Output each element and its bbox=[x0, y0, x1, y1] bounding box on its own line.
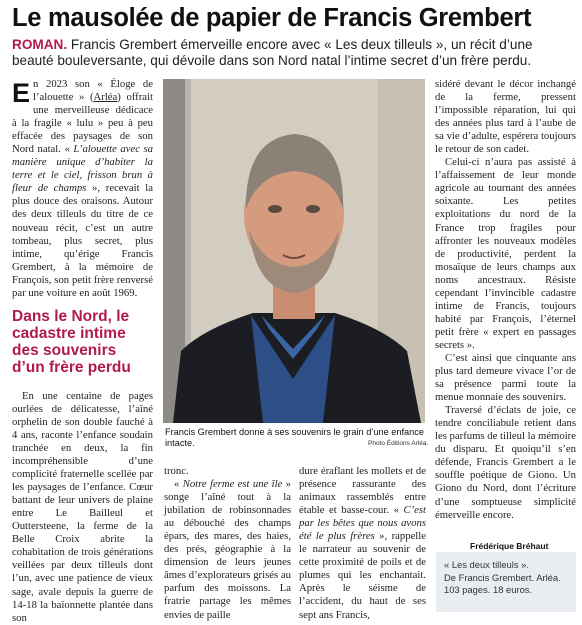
publisher-name: Arléa bbox=[93, 91, 118, 104]
drop-cap: E bbox=[12, 78, 31, 108]
body-paragraph-4 bbox=[299, 465, 426, 622]
ile-quote: Notre ferme est une île bbox=[182, 478, 283, 491]
author-photo bbox=[163, 79, 425, 423]
photo-credit: Photo Éditions Arléa. bbox=[368, 440, 429, 447]
body-paragraph-5: sidéré devant le décor inchangé de la ferme, pressent l’impossible réparation, lui qui des années plus tard à l’aube de sa vie d’adulte, espérera toujours le retour de son cadet. bbox=[435, 78, 576, 156]
body-paragraph-7: C’est ainsi que cinquante ans plus tard demeure vivace l’or de sa présence parmi toute la menue monnaie des souvenirs. bbox=[435, 351, 576, 404]
intro-text-b: ) offrait une merveilleuse dédicace à la fragile « lulu » peu à peu effacée des paysages de son Nord natal. « bbox=[12, 91, 153, 156]
body-paragraph-1: En une centaine de pages ourlées de délicatesse, l’aîné orphelin de son double fauché à 4 ans, raconte l’enfance soudain tranchée en deux, la fin incompréhensible d’une complicité fraternelle scellée par les paysages de l’enfance. Cœur battant de leur univers de plaine entre Le Bailleul et Outtersteene, la ferme de la Belle Croix abrite la cohabitation de trois générations veillées par deux tilleuls dont l’un, avec une patience de vieux sage, avale depuis la guerre de 14-18 la baïonnette plantée dans son bbox=[12, 389, 153, 624]
subheading: Dans le Nord, le cadastre intime des souvenirs d’un frère perdu bbox=[12, 307, 131, 376]
headline: Le mausolée de papier de Francis Grembert bbox=[12, 4, 532, 32]
author-signature: Frédérique Bréhaut bbox=[470, 541, 549, 551]
body-paragraph-6: Celui-ci n’aura pas assisté à l’affaissement de leur monde agricole au tournant des années soixante. Les petites exploitations du nord de la France trop fragiles pour affronter les nouveaux modèles de productivité, perdent la mosaïque de leurs champs aux noms ancestraux. Résiste cependant l’invincible cadastre intime de Francis, toujours habité par François, l’éternel petit frère « expert en passages secrets ». bbox=[435, 156, 576, 351]
betes-quote: C’est par les bêtes que nous avons été le plus frères bbox=[299, 504, 427, 543]
intro-text-a: n 2023 son « Éloge de l’alouette » ( bbox=[33, 78, 153, 104]
article-column-4 bbox=[435, 78, 576, 522]
intro-text-c: », recevait la plus douce des oraisons. Autour des deux tilleuls du titre de ce nouveau récit, c’est un autre tombeau, plus secret, plus intime, qu’érige Francis Grembert, à la mémoire de François, son petit frère renversé par une voiture en août 1969. bbox=[12, 182, 153, 299]
body-paragraph-3: « Notre ferme est une île » songe l’aîné tout à la jubilation de robinsonnades au débouché des champs épars, des mares, des haies, des prés, géographie à la dimension de leurs jeunes âmes d’explorateurs grisés au parfum des moissons. La fratrie partage les mêmes envies de paille bbox=[164, 478, 291, 621]
intro-paragraph bbox=[12, 78, 153, 300]
lead-text: Francis Grembert émerveille encore avec « Les deux tilleuls », un récit d’une beauté bouleversante, qui dévoile dans son Nord natal l’intime secret d’un frère perdu. bbox=[12, 37, 533, 68]
body-paragraph-4-b: », rappelle le narrateur au souvenir de cette proximité de poils et de plumes qui les enchantait. Après le séisme de l’accident, du haut de ses sept ans Francis, bbox=[299, 530, 426, 621]
book-details: De Francis Grembert. Arléa. 103 pages. 18 euros. bbox=[444, 572, 561, 595]
alouette-quote: L’alouette avec sa manière unique d’habiter la terre et le ciel, frisson brun à fleur de champs bbox=[12, 143, 153, 195]
body-paragraph-3-text: » songe l’aîné tout à la jubilation de robinsonnades au débouché des champs épars, des mares, des haies, des prés, géographie à la dimension de leurs jeunes âmes d’explorateurs grisés au parfum des moissons. La fratrie partage les mêmes envies de paille bbox=[164, 478, 291, 621]
body-paragraph-2: tronc. bbox=[164, 465, 189, 477]
author-portrait-image bbox=[163, 79, 425, 423]
photo-caption: Francis Grembert donne à ses souvenirs le grain d’une enfance intacte. bbox=[165, 427, 424, 448]
lead-paragraph bbox=[12, 37, 572, 69]
book-info-box bbox=[436, 552, 576, 612]
article-column-2 bbox=[164, 465, 291, 622]
lead-kicker: ROMAN. bbox=[12, 37, 68, 52]
article-column-3 bbox=[299, 465, 426, 622]
body-paragraph-8: Traversé d’éclats de joie, ce tendre conciliabule retient dans les parfums de tilleul la mémoire du disparu. Et quoiqu’il s’en défende, Francis Grembert a le souffle poétique de Giono. Un Giono du Nord, dont l’écriture d’une somptueuse simplicité émerveille encore. bbox=[435, 404, 576, 521]
body-paragraph-4-a: dure éraflant les mollets et de présence rassurante des animaux rassemblés entre étable et basse-cour. « bbox=[299, 465, 426, 517]
book-title: « Les deux tilleuls ». bbox=[444, 559, 529, 570]
article-column-1 bbox=[12, 78, 153, 625]
